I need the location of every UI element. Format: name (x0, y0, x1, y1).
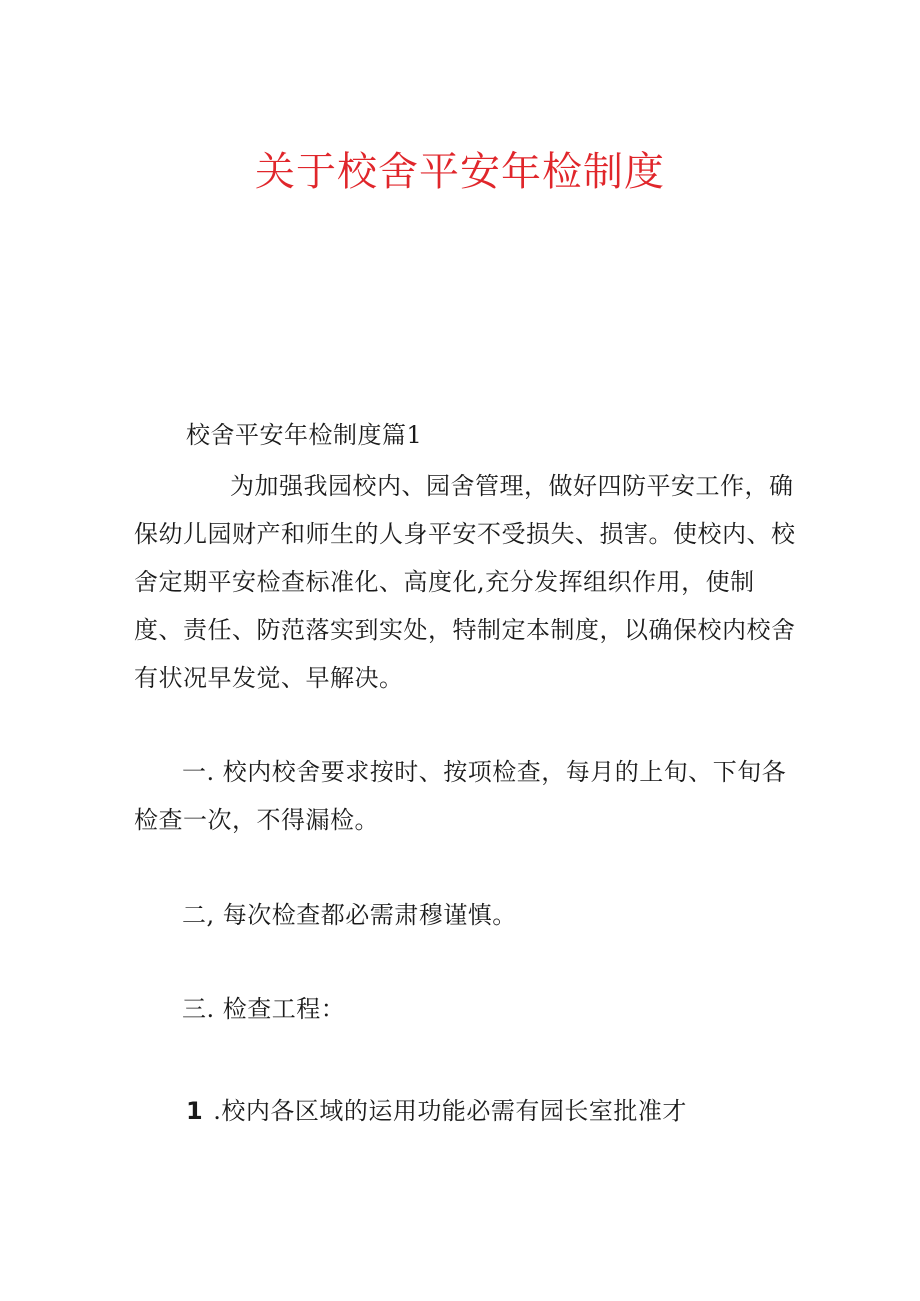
rule-item-1: 一. 校内校舍要求按时、按项检查，每月的上旬、下旬各检查一次，不得漏检。 (134, 758, 787, 834)
document-title: 关于校舍平安年检制度 (255, 149, 665, 195)
rule-item-3: 三. 检查工程： (182, 995, 346, 1023)
rule-item-2: 二, 每次检查都必需肃穆谨慎。 (182, 901, 517, 929)
sub-item-1 (186, 1094, 826, 1128)
sub-item-text: .校内各区域的运用功能必需有园长室批准才 (213, 1097, 687, 1125)
intro-paragraph: 为加强我园校内、园舍管理，做好四防平安工作，确保幼儿园财产和师生的人身平安不受损失、损害。使校内、校舍定期平安检查标准化、高度化,充分发挥组织作用，使制度、责任、防范落实到实处，特制定本制度，以确保校内校舍有状况早发觉、早解决。 (134, 472, 796, 692)
section-heading: 校舍平安年检制度篇1 (186, 421, 423, 449)
sub-item-number: 1 (186, 1097, 204, 1125)
